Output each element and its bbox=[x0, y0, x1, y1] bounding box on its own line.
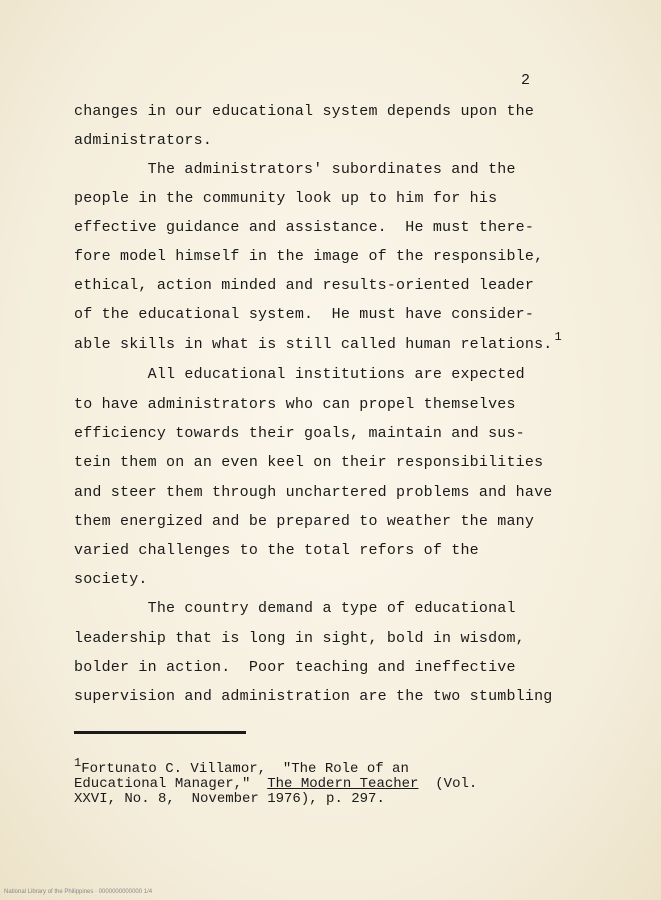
footnote-line bbox=[74, 756, 409, 777]
footnote-text: (Vol. bbox=[418, 776, 478, 792]
footnote-text: Educational Manager," bbox=[74, 776, 268, 792]
body-line: ethical, action minded and results-oriented leader bbox=[74, 277, 535, 294]
footnote-marker: 1 bbox=[74, 756, 82, 770]
body-line: changes in our educational system depends upon the bbox=[74, 103, 535, 120]
body-line: bolder in action. Poor teaching and ineffective bbox=[74, 659, 516, 676]
body-line: and steer them through unchartered problems and have bbox=[74, 484, 553, 501]
footnote-line bbox=[74, 777, 477, 791]
body-line: fore model himself in the image of the responsible, bbox=[74, 248, 544, 265]
body-line: effective guidance and assistance. He must there- bbox=[74, 219, 535, 236]
body-line: tein them on an even keel on their responsibilities bbox=[74, 454, 544, 471]
body-line: supervision and administration are the two stumbling bbox=[74, 688, 553, 705]
footnote-divider bbox=[74, 731, 246, 734]
scan-caption: National Library of the Philippines · 0000000000000 1/4 bbox=[4, 889, 153, 895]
body-line: varied challenges to the total refors of the bbox=[74, 542, 479, 559]
body-line: them energized and be prepared to weather the many bbox=[74, 513, 535, 530]
footnote-text: Fortunato C. Villamor, "The Role of an bbox=[81, 761, 409, 777]
body-line: to have administrators who can propel themselves bbox=[74, 396, 516, 413]
footnote-reference: 1 bbox=[554, 330, 562, 344]
body-line: efficiency towards their goals, maintain and sus- bbox=[74, 425, 525, 442]
footnote-title: The Modern Teacher bbox=[267, 776, 419, 792]
footnote-line: XXVI, No. 8, November 1976), p. 297. bbox=[74, 791, 385, 807]
body-line: people in the community look up to him for his bbox=[74, 190, 498, 207]
body-line: All educational institutions are expected bbox=[74, 366, 525, 383]
body-line: society. bbox=[74, 571, 148, 588]
body-line: administrators. bbox=[74, 132, 213, 149]
body-line: leadership that is long in sight, bold in wisdom, bbox=[74, 630, 525, 647]
body-line-with-note bbox=[74, 330, 562, 353]
body-line: of the educational system. He must have consider- bbox=[74, 306, 535, 323]
page-number: 2 bbox=[521, 72, 531, 89]
body-line: able skills in what is still called human relations. bbox=[74, 336, 553, 353]
body-line: The administrators' subordinates and the bbox=[74, 161, 516, 178]
body-line: The country demand a type of educational bbox=[74, 600, 516, 617]
